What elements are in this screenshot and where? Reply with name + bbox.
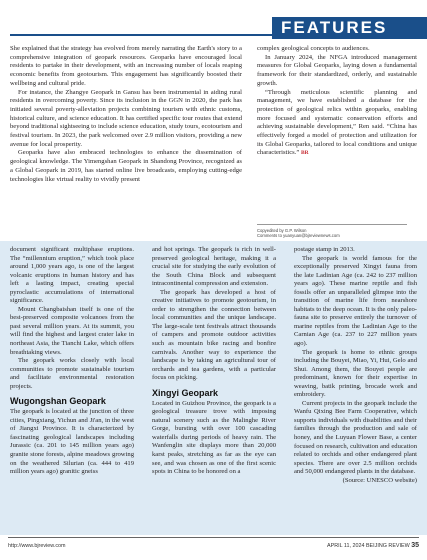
heading-xingyi: Xingyi Geopark [152, 387, 219, 398]
lower-column-3 [294, 246, 417, 485]
paragraph: Mount Changbaishan itself is one of the best-preserved composite volcanoes from the past several million years. At its summit, you will find the highest and largest crater lake in northeast Asia, the Tianchi Lake, which offers breathtaking views. [10, 305, 134, 356]
upper-column-2 [257, 45, 417, 158]
quote-text: “Through meticulous scientific planning and management, we have established a database for the protection of geological relics within geoparks, enabling more focused and systematic conservation efforts and achieving sustainable development,” Ren said. “China has effectively forged a model of protection and utilization for its Global Geoparks, tailored to local conditions and unique characteristics.” [257, 88, 417, 157]
paragraph [257, 89, 417, 159]
header-rule [10, 34, 272, 36]
paragraph: Current projects in the geopark include the Wanfu Qixing Bee Farm Cooperative, which supports individuals with disabilities and their families through the production and sale of honey, and the Luyuan Flower Base, a center focused on research, cultivation and education related to orchids and other endangered plant species. There are over 2.5 million orchids and 50,000 endangered plants in the database. [294, 399, 417, 476]
paragraph: postage stamp in 2013. [294, 246, 355, 253]
issue-date: APRIL 11, 2024 BEIJING REVIEW [327, 543, 410, 549]
upper-column-1 [10, 45, 242, 184]
heading-wugongshan: Wugongshan Geopark [10, 396, 106, 407]
lower-column-2 [152, 246, 276, 477]
paragraph: The geopark has developed a host of creative initiatives to promote geotourism, in order to strengthen the connection between local communities and the unique landscape. The large-scale tent festivals attract thousands of campers and promote outdoor activities such as mountain bike racing and bonfire carnivals. Another way to experience the landscape is by taking an agricultural tour of orchards and tea gardens, with a particular focus on picking. [152, 288, 276, 382]
page-number: 35 [411, 542, 419, 549]
end-mark: BR [300, 150, 309, 157]
issue-info [327, 542, 419, 549]
paragraph: document significant multiphase eruptions. The “millennium eruption,” which took place around 1,000 years ago, is one of the largest volcanic eruptions in human history and has left a lasting impact, creating special pyroclastic accumulations of international significance. [10, 246, 134, 305]
copy-editor: Copyedited by G.P. Wilson [257, 228, 307, 233]
paragraph: The geopark is home to ethnic groups including the Bouyei, Miao, Yi, Hui, Gelo and Shui. Among them, the Bouyei people are predominant, known for their expertise in weaving, batik printing, brocade work and embroidery. [294, 348, 417, 399]
section-label: FEATURES [272, 17, 427, 39]
credits [257, 224, 407, 239]
comments-email: Comments to yuanyuan@bjreviewnews.com [257, 233, 340, 239]
page-footer [8, 537, 419, 551]
geopark-sidebar [0, 241, 427, 535]
site-url[interactable]: http://www.bjreview.com [8, 543, 66, 549]
paragraph: Located in Guizhou Province, the geopark is a geological treasure trove with imposing natural scenery such as the Malinghe River Gorge, bursting with over 100 cascading waterfalls during periods of heavy rain. The Wanfenglin site displays more than 20,000 karst peaks, stretching as far as the eye can see, and was chosen as one of the first scenic spots in China to be honored on a [152, 399, 276, 476]
paragraph: For instance, the Zhangye Geopark in Gansu has been instrumental in aiding rural residents in overcoming poverty. Since its inclusion in the GGN in 2020, the park has initiated several poverty-alleviation projects combining tourism with ethnic customs, historical culture, and science education. It has certified specific tour routes that extend beyond traditional sightseeing to include science education, study tours, ecotourism and festival tourism. In 2023, the park welcomed over 2.9 million visitors, providing a new avenue for local prosperity. [10, 88, 242, 148]
paragraph: In January 2024, the NFGA introduced management measures for Global Geoparks, laying down a fundamental framework for their standardized, orderly, and sustainable growth. [257, 53, 417, 87]
paragraph: She explained that the strategy has evolved from merely narrating the Earth's story to a comprehensive integration of geopark resources. Geoparks have encouraged local residents to partake in their development, with an increasing number of locals reaping economic benefits from geotourism. This engagement has significantly boosted their wellbeing and cultural pride. [10, 45, 242, 87]
source-credit: (Source: UNESCO website) [342, 476, 417, 484]
paragraph: complex geological concepts to audiences. [257, 45, 370, 52]
paragraph: and hot springs. The geopark is rich in well-preserved geological heritage, making it a crucial site for studying the early evolution of the South China Block and subsequent intracontinental compression and extension. [152, 246, 276, 288]
paragraph: Geoparks have also embraced technologies to enhance the dissemination of geological knowledge. The Yimengshan Geopark in Shandong Province, recognized as a Global Geopark in 2019, has started online live broadcasts, employing cutting-edge technologies like virtual reality to vividly present [10, 149, 242, 183]
paragraph: The geopark is located at the junction of three cities, Pingxiang, Yichun and Ji'an, in the west of Jiangxi Province. It is characterized by fascinating geological landscapes including Jurassic (ca. 201 to 145 million years ago) granite stone forests, alpine meadows growing on the weathered Silurian (ca. 444 to 419 million years ago) granitic gneiss [10, 408, 134, 476]
lower-column-1 [10, 246, 134, 477]
paragraph: The geopark is world famous for the exceptionally preserved Xingyi fauna from the late Ladinian Age (ca. 242 to 237 million years ago). These marine reptile and fish fossils offer an unparalleled glimpse into the transition of marine life from nearshore habitats to the deep ocean. It is the only paleo-fauna site to preserve entirely the turnover of marine reptiles from the Ladinian Age to the Carnian Age (ca. 237 to 227 million years ago). [294, 254, 417, 348]
paragraph: The geopark works closely with local communities to promote sustainable tourism and facilitate environmental restoration projects. [10, 357, 134, 390]
